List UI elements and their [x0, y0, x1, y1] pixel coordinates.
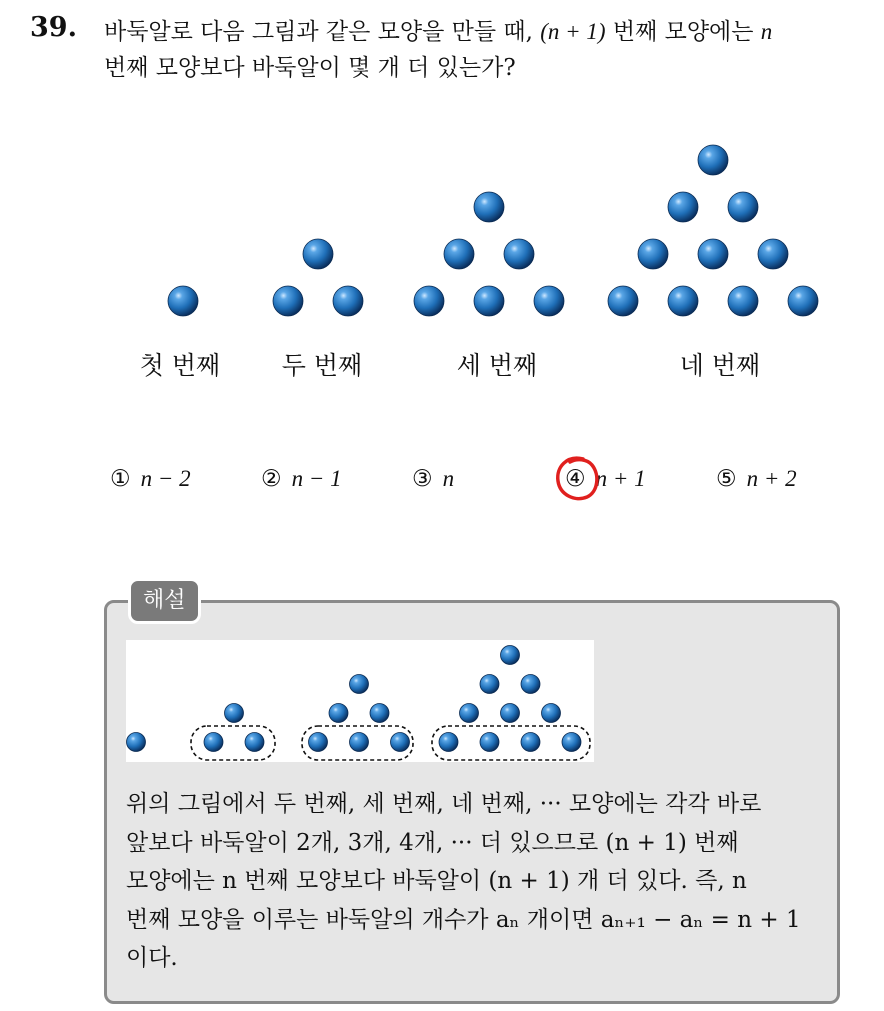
question-text-a: 바둑알로 다음 그림과 같은 모양을 만들 때,: [104, 19, 541, 45]
option-3-expr: n: [442, 466, 455, 491]
question-number: 39.: [30, 12, 77, 43]
question-math-n: n: [760, 19, 773, 44]
shape-label-2: 두 번째: [281, 351, 363, 380]
option-2-expr: n − 1: [291, 466, 342, 491]
option-3[interactable]: [412, 466, 454, 492]
option-5-number: ⑤: [716, 466, 737, 492]
option-2-number: ②: [261, 466, 282, 492]
sol-stone-4-1-1: [501, 646, 520, 665]
sol-stone-4-2-1: [480, 675, 499, 694]
stone-2-2-2: [333, 286, 363, 316]
sol-stone-3-3-1: [309, 733, 328, 752]
answer-circle-mark: [553, 453, 603, 505]
question-text-line-2: 번째 모양보다 바둑알이 몇 개 더 있는가?: [104, 55, 516, 81]
option-4-expr: n + 1: [595, 466, 646, 491]
solution-text: [126, 785, 832, 978]
sol-stone-4-4-4: [562, 733, 581, 752]
stone-3-1-1: [474, 192, 504, 222]
option-3-number: ③: [412, 466, 433, 492]
sol-stone-3-3-2: [350, 733, 369, 752]
stone-3-3-1: [414, 286, 444, 316]
stone-1-1-1: [168, 286, 198, 316]
option-5-expr: n + 2: [746, 466, 797, 491]
shape-label-3: 세 번째: [456, 351, 538, 380]
option-1-expr: n − 2: [140, 466, 191, 491]
question-math-n-plus-1: (n + 1): [540, 19, 606, 44]
stone-4-4-3: [728, 286, 758, 316]
stone-3-3-3: [534, 286, 564, 316]
stone-4-2-2: [728, 192, 758, 222]
stone-3-2-1: [444, 239, 474, 269]
stone-4-3-1: [638, 239, 668, 269]
stone-3-2-2: [504, 239, 534, 269]
solution-line-5: 이다.: [126, 945, 178, 971]
stone-3-3-2: [474, 286, 504, 316]
sol-stone-3-2-1: [329, 704, 348, 723]
solution-tag: 해설: [128, 578, 201, 624]
stone-4-1-1: [698, 145, 728, 175]
solution-line-3: 모양에는 n 번째 모양보다 바둑알이 (n + 1) 개 더 있다. 즉, n: [126, 868, 747, 894]
shape-label-1: 첫 번째: [139, 351, 221, 380]
solution-line-1: 위의 그림에서 두 번째, 세 번째, 네 번째, ··· 모양에는 각각 바로: [126, 791, 762, 817]
option-4-number: ④: [565, 466, 586, 492]
sol-stone-4-3-1: [460, 704, 479, 723]
question-text-b: 번째 모양에는: [605, 19, 761, 45]
stone-4-3-2: [698, 239, 728, 269]
stone-2-1-1: [303, 239, 333, 269]
sol-stone-2-2-2: [245, 733, 264, 752]
sol-stone-3-1-1: [350, 675, 369, 694]
sol-stone-4-3-3: [542, 704, 561, 723]
sol-stone-2-2-1: [204, 733, 223, 752]
stone-4-4-4: [788, 286, 818, 316]
sol-stone-4-4-2: [480, 733, 499, 752]
option-5[interactable]: [716, 466, 797, 492]
stone-4-4-2: [668, 286, 698, 316]
question-text-line-1: [104, 16, 772, 48]
sol-stone-4-4-3: [521, 733, 540, 752]
solution-line-2: 앞보다 바둑알이 2개, 3개, 4개, ··· 더 있으므로 (n + 1) 번째: [126, 829, 739, 856]
sol-stone-3-3-3: [391, 733, 410, 752]
option-1[interactable]: [110, 466, 191, 492]
option-2[interactable]: [261, 466, 342, 492]
solution-figure: [126, 640, 594, 762]
sol-stone-4-2-2: [521, 675, 540, 694]
sol-stone-4-4-1: [439, 733, 458, 752]
stone-4-2-1: [668, 192, 698, 222]
sol-stone-2-1-1: [225, 704, 244, 723]
sol-stone-3-2-2: [370, 704, 389, 723]
sol-stone-1-1-1: [127, 733, 146, 752]
solution-line-4: 번째 모양을 이루는 바둑알의 개수가 aₙ 개이면 aₙ₊₁ − aₙ = n + 1: [126, 906, 801, 933]
stone-4-4-1: [608, 286, 638, 316]
stone-pattern-figure: [0, 130, 884, 330]
stone-4-3-3: [758, 239, 788, 269]
sol-stone-4-3-2: [501, 704, 520, 723]
stone-2-2-1: [273, 286, 303, 316]
option-1-number: ①: [110, 466, 131, 492]
shape-label-4: 네 번째: [679, 351, 761, 380]
